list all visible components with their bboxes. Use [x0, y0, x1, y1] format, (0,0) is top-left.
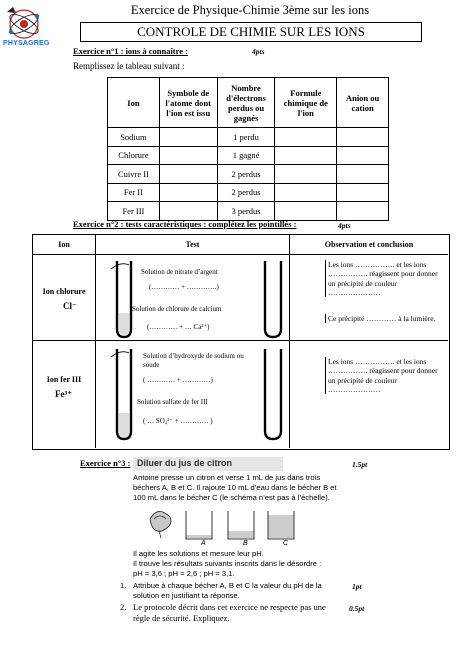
cell-formule[interactable] — [275, 128, 337, 147]
ex3-title-text: Exercice n°3 : — [80, 458, 131, 468]
ex2-title-text: Exercice n°2 : tests caractéristiques : complétez les pointillés : — [73, 219, 297, 229]
cell-electrons: 2 perdus — [217, 183, 275, 202]
divider — [95, 235, 96, 448]
ex3-line-results: Il trouve les résultats suivants inscrits dans le désordre : — [133, 559, 322, 568]
ion-fer-formula: Fe³⁺ — [55, 389, 72, 399]
ex1-title — [73, 46, 188, 56]
q1-points: 1pt — [352, 582, 362, 591]
ex1-points: 4pts — [252, 47, 265, 56]
table-row — [108, 128, 389, 147]
header-anion-cation: Anion ou cation — [337, 78, 389, 128]
test1-label2: Solution de chlorure de calcium — [132, 305, 222, 313]
table-row — [108, 202, 389, 221]
table-row — [108, 165, 389, 184]
ex2-title — [73, 219, 296, 229]
header-symbole: Symbole de l'atome dont l'ion est issu — [159, 78, 217, 128]
table-header-row — [108, 78, 389, 128]
ex3-intro: Antoine presse un citron et verse 1 mL de jus dans trois béchers A, B et C. Il rajoute 10 mL d’eau dans le bécher B et 100 mL dans le bécher C (le schéma n’est pas à l’échelle). — [133, 473, 337, 502]
header-formule: Formule chimique de l'ion — [275, 78, 337, 128]
cell-ion: Cuivre II — [108, 165, 160, 184]
header-ion: Ion — [108, 78, 160, 128]
logo-text: PHYSAGREG — [3, 40, 50, 47]
test2-blank2: ( … SO₄²⁻ + ………… ) — [143, 417, 213, 425]
test-tube-result-icon — [261, 345, 287, 443]
ex1-title-text: Exercice n°1 : ions à connaître : — [73, 46, 188, 56]
table-row — [108, 146, 389, 165]
cell-ion: Sodium — [108, 128, 160, 147]
obs1b-text: Ce précipité ………… à la lumière. — [325, 314, 443, 323]
ion-chlorure-label: Ion chlorure — [42, 287, 86, 296]
beaker-label-c: C — [283, 540, 289, 547]
cell-ion: Chlorure — [108, 146, 160, 165]
tests-header-observation: Observation et conclusion — [324, 240, 414, 249]
cell-anion-cation[interactable] — [337, 202, 389, 221]
ex3-subtitle: Diluer du jus de citron — [137, 458, 233, 468]
ex3-line-ph: Il agite les solutions et mesure leur pH. — [133, 549, 264, 558]
cell-anion-cation[interactable] — [337, 146, 389, 165]
ion-chlorure-formula: Cl⁻ — [63, 301, 77, 311]
cell-formule[interactable] — [275, 146, 337, 165]
test1-label1: Solution de nitrate d’argent — [141, 268, 218, 276]
lemon-icon — [150, 511, 171, 538]
cell-symbole[interactable] — [159, 202, 217, 221]
cell-formule[interactable] — [275, 183, 337, 202]
cell-anion-cation[interactable] — [337, 128, 389, 147]
page-title: Exercice de Physique-Chimie 3ème sur les ions — [130, 3, 370, 17]
ex3-title — [80, 458, 130, 468]
q1-text: Attribue à chaque bécher A, B et C la valeur du pH de la solution en justifiant ta réponse. — [133, 581, 322, 600]
divider — [33, 340, 448, 341]
beaker-label-a: A — [201, 540, 206, 547]
beakers-illustration — [148, 505, 298, 547]
cell-electrons: 1 gagné — [217, 146, 275, 165]
ex1-instruction: Remplissez le tableau suivant : — [73, 61, 185, 71]
ex3-points: 1.5pt — [352, 460, 368, 469]
q2-points: 0.5pt — [349, 604, 365, 613]
cell-symbole[interactable] — [159, 165, 217, 184]
cell-symbole[interactable] — [159, 146, 217, 165]
beaker-label-b: B — [243, 540, 248, 547]
cell-symbole[interactable] — [159, 128, 217, 147]
cell-formule[interactable] — [275, 202, 337, 221]
cell-anion-cation[interactable] — [337, 183, 389, 202]
header-electrons: Nombre d'électrons perdus ou gagnés — [217, 78, 275, 128]
cell-ion: Fer III — [108, 202, 160, 221]
cell-electrons: 1 perdu — [217, 128, 275, 147]
cell-symbole[interactable] — [159, 183, 217, 202]
table-row — [108, 183, 389, 202]
test2-label1: Solution d’hydroxyde de sodium ou soude — [143, 352, 244, 369]
cell-electrons: 3 perdus — [217, 202, 275, 221]
q1-number: 1. — [120, 581, 127, 590]
q2-number: 2. — [120, 602, 127, 612]
test2-blank1: ( ………… + …………) — [143, 376, 213, 384]
ion-fer-label: Ion fer III — [46, 375, 82, 384]
tests-table — [32, 234, 450, 450]
tests-header-test: Test — [185, 240, 200, 249]
cell-anion-cation[interactable] — [337, 165, 389, 184]
cell-formule[interactable] — [275, 165, 337, 184]
test1-blank2: (………… + … Ca²⁺) — [147, 323, 210, 331]
cell-ion: Fer II — [108, 183, 160, 202]
ex3-line-values: pH = 3,6 ; pH = 2,6 ; pH = 3,1. — [133, 569, 235, 578]
test1-blank1: (………… + ………….) — [149, 283, 219, 291]
ex2-points: 4pts — [338, 221, 351, 230]
tests-header-ion: Ion — [58, 240, 70, 249]
ions-table — [107, 77, 389, 221]
divider — [289, 235, 290, 448]
main-title: CONTROLE DE CHIMIE SUR LES IONS — [80, 22, 422, 42]
obs2-text: Les ions ……………. et les ions ……………. réagissent pour donner un précipité de couleur ………………… — [325, 357, 443, 394]
test2-label2: Solution sulfate de fer III — [137, 398, 208, 406]
obs1-text: Les ions ……………. et les ions ……………. réagissent pour donner un précipité de couleur ………………… — [325, 260, 443, 297]
test-tube-result-icon — [261, 257, 287, 341]
cell-electrons: 2 perdus — [217, 165, 275, 184]
q2-text: Le protocole décrit dans cet exercice ne respecte pas une règle de sécurité. Expliquez. — [133, 602, 326, 623]
